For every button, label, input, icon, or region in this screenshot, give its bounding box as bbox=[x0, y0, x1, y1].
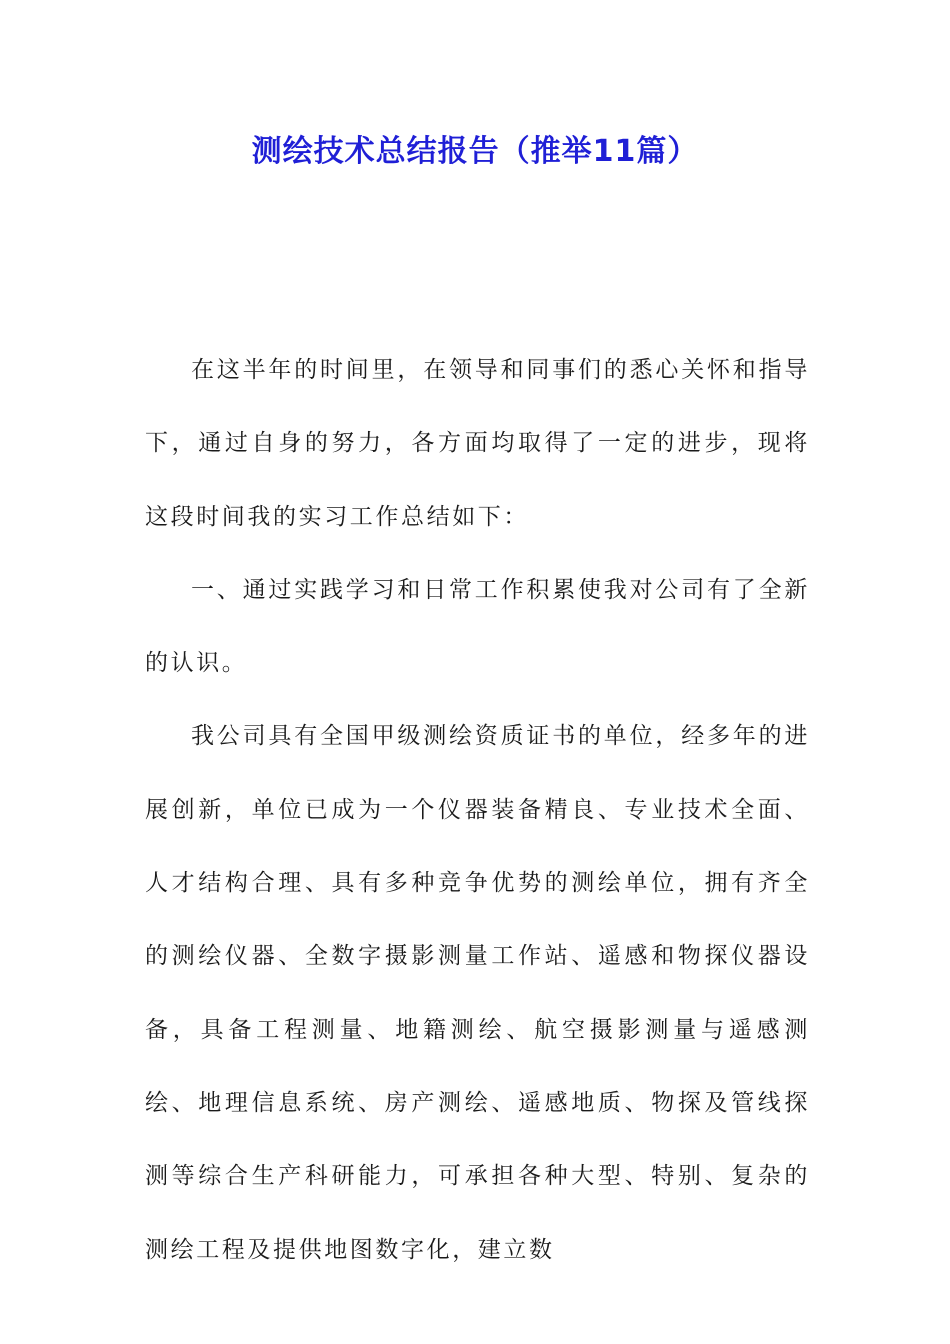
document-title: 测绘技术总结报告（推举11篇） bbox=[251, 134, 699, 169]
paragraph-intro: 在这半年的时间里，在领导和同事们的悉心关怀和指导下，通过自身的努力，各方面均取得了一定的进步，现将这段时间我的实习工作总结如下： bbox=[145, 357, 810, 530]
paragraph-section-one: 一、通过实践学习和日常工作积累使我对公司有了全新的认识。 bbox=[145, 576, 810, 677]
document-body bbox=[145, 334, 810, 1287]
paragraph-company-profile: 我公司具有全国甲级测绘资质证书的单位，经多年的进展创新，单位已成为一个仪器装备精良、专业技术全面、人才结构合理、具有多种竞争优势的测绘单位，拥有齐全的测绘仪器、全数字摄影测量工作站、遥感和物探仪器设备，具备工程测量、地籍测绘、航空摄影测量与遥感测绘、地理信息系统、房产测绘、遥感地质、物探及管线探测等综合生产科研能力，可承担各种大型、特别、复杂的测绘工程及提供地图数字化，建立数 bbox=[145, 723, 810, 1263]
